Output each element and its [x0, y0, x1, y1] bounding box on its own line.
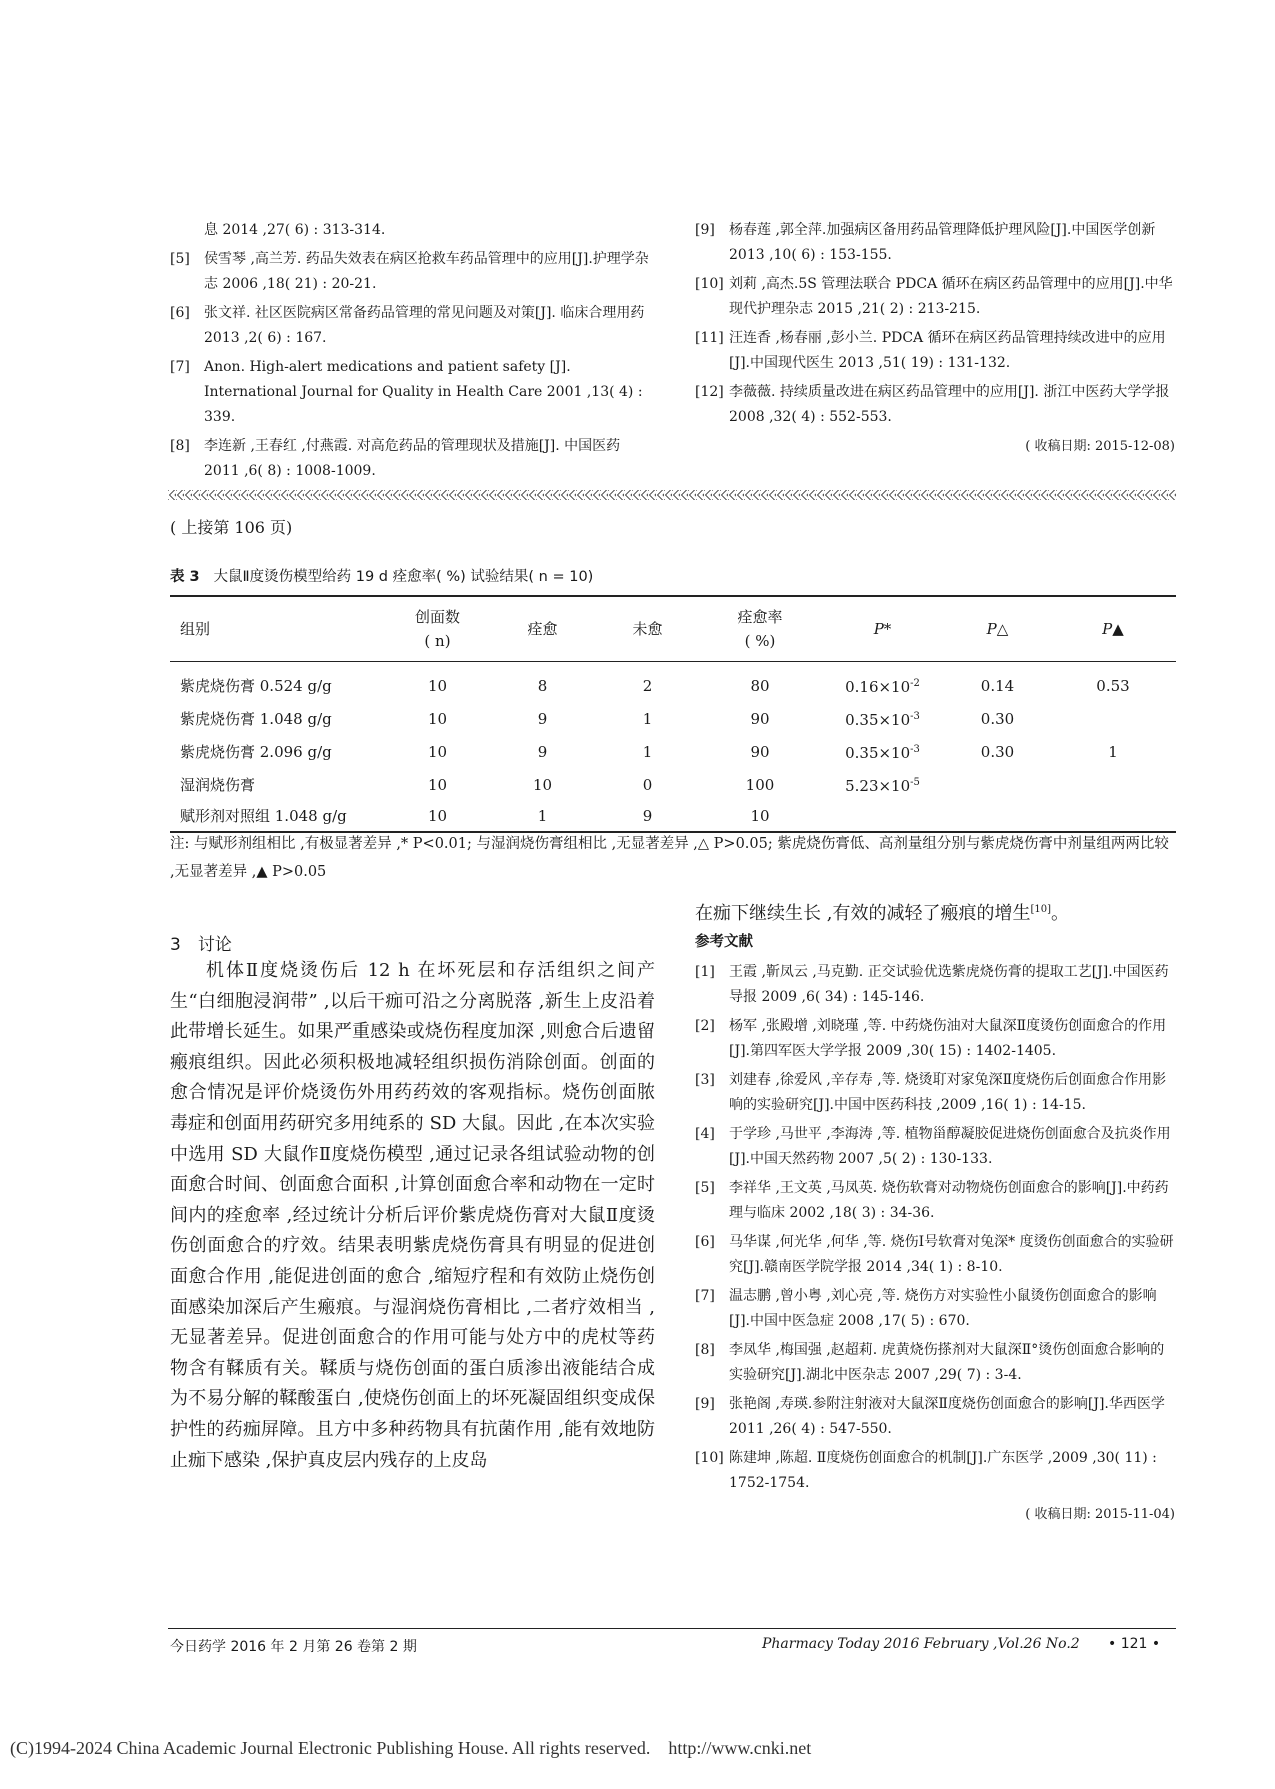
cell-group: 紫虎烧伤膏 2.096 g/g — [180, 742, 332, 761]
table-row — [170, 801, 1176, 832]
cell-wounds: 10 — [427, 742, 448, 761]
reference-number: [10] — [695, 1450, 724, 1466]
cell-group: 紫虎烧伤膏 0.524 g/g — [180, 676, 332, 695]
reference-item — [695, 1230, 1175, 1280]
table-row — [170, 662, 1176, 703]
cell-unhealed: 1 — [642, 709, 653, 728]
reference-text: 杨春莲 ,郭全萍.加强病区备用药品管理降低护理风险[J].中国医学创新 2013 ,10( 6) : 153-155. — [729, 222, 1156, 263]
cell-healed: 8 — [537, 676, 548, 695]
cell-p1: $0.35\times 10^{-3}$ — [845, 744, 920, 762]
reference-item — [695, 1068, 1175, 1118]
cell-p1: $0.16\times 10^{-2}$ — [845, 678, 920, 696]
header-p3: P▲ — [1050, 596, 1176, 662]
header-group: 组别 — [170, 596, 385, 662]
cell-healed: 10 — [532, 775, 553, 794]
cell-unhealed: 9 — [595, 801, 700, 832]
reference-item — [695, 326, 1175, 376]
reference-number: [2] — [695, 1018, 715, 1034]
reference-item — [695, 960, 1175, 1010]
copyright-line: (C)1994-2024 China Academic Journal Electronic Publishing House. All rights reserved. http://www.cnki.net — [10, 1738, 812, 1758]
reference-number: [5] — [170, 251, 190, 267]
cell-p2 — [945, 768, 1050, 801]
cell-p2 — [945, 801, 1050, 832]
bottom-received-date: ( 收稿日期: 2015-11-04) — [1025, 1507, 1175, 1522]
reference-item — [695, 380, 1175, 430]
cell-p3 — [1050, 702, 1176, 735]
reference-number: [6] — [170, 305, 190, 321]
reference-text: 李祥华 ,王文英 ,马凤英. 烧伤软膏对动物烧伤创面愈合的影响[J].中药药理与临床 2002 ,18( 3) : 34-36. — [729, 1180, 1169, 1221]
cell-unhealed: 1 — [642, 742, 653, 761]
reference-number: [9] — [695, 222, 715, 238]
reference-text: 侯雪琴 ,高兰芳. 药品失效表在病区抢救车药品管理中的应用[J].护理学杂志 2006 ,18( 21) : 20-21. — [204, 251, 649, 292]
reference-text: 李凤华 ,梅国强 ,赵超莉. 虎黄烧伤搽剂对大鼠深Ⅱ°烫伤创面愈合影响的实验研究[J].湖北中医杂志 2007 ,29( 7) : 3-4. — [729, 1342, 1165, 1383]
continued-from-note: ( 上接第 106 页) — [170, 518, 293, 537]
reference-item — [695, 218, 1175, 268]
reference-number: [4] — [695, 1126, 715, 1142]
cell-p3: 0.53 — [1096, 676, 1130, 695]
reference-item — [695, 1284, 1175, 1334]
reference-text: Anon. High-alert medications and patient safety [J]. International Journal for Quality in Health Care 2001 ,13( 4) : 339. — [204, 359, 643, 425]
reference-text: 陈建坤 ,陈超. Ⅱ度烧伤创面愈合的机制[J].广东医学 ,2009 ,30( 11) : 1752-1754. — [729, 1450, 1157, 1491]
reference-number: [11] — [695, 330, 724, 346]
reference-item — [170, 434, 655, 484]
reference-text: 刘莉 ,高杰.5S 管理法联合 PDCA 循环在病区药品管理中的应用[J].中华现代护理杂志 2015 ,21( 2) : 213-215. — [729, 276, 1173, 317]
cell-p3 — [1050, 801, 1176, 832]
cell-healed: 1 — [490, 801, 595, 832]
cell-p1: $0.35\times 10^{-3}$ — [845, 711, 920, 729]
reference-text: 张文祥. 社区医院病区常备药品管理的常见问题及对策[J]. 临床合理用药 2013 ,2( 6) : 167. — [204, 305, 645, 346]
reference-text: 李薇薇. 持续质量改进在病区药品管理中的应用[J]. 浙江中医药大学学报 2008 ,32( 4) : 552-553. — [729, 384, 1170, 425]
reference-text: 温志鹏 ,曾小粤 ,刘心亮 ,等. 烧伤方对实验性小鼠烫伤创面愈合的影响[J].中国中医急症 2008 ,17( 5) : 670. — [729, 1288, 1157, 1329]
cell-wounds: 10 — [427, 709, 448, 728]
reference-text: 李连新 ,王春红 ,付燕霞. 对高危药品的管理现状及措施[J]. 中国医药 2011 ,6( 8) : 1008-1009. — [204, 438, 621, 479]
top-received-date: ( 收稿日期: 2015-12-08) — [1025, 439, 1175, 454]
reference-item — [695, 1176, 1175, 1226]
reference-item — [170, 218, 655, 243]
cell-p2: 0.14 — [980, 676, 1015, 695]
reference-item — [170, 355, 655, 430]
cell-p3: 1 — [1108, 742, 1118, 761]
reference-number: [9] — [695, 1396, 715, 1412]
wavy-separator — [168, 490, 1176, 500]
cell-group: 赋形剂对照组 1.048 g/g — [170, 801, 385, 832]
reference-number: [5] — [695, 1180, 715, 1196]
table-header-row — [170, 596, 1176, 662]
cell-wounds: 10 — [427, 775, 448, 794]
reference-number: [12] — [695, 384, 724, 400]
cell-p2: 0.30 — [980, 742, 1015, 761]
header-p1: P* — [820, 596, 945, 662]
reference-text: 汪连香 ,杨春丽 ,彭小兰. PDCA 循环在病区药品管理持续改进中的应用[J].中国现代医生 2013 ,51( 19) : 131-132. — [729, 330, 1166, 371]
cell-p1 — [820, 801, 945, 832]
top-refs-left — [170, 218, 655, 488]
table-row — [170, 702, 1176, 735]
reference-text: 张艳阁 ,寿瑛.参附注射液对大鼠深Ⅱ度烧伤创面愈合的影响[J].华西医学 2011 ,26( 4) : 547-550. — [729, 1396, 1165, 1437]
section-body — [170, 956, 655, 1476]
reference-number: [3] — [695, 1072, 715, 1088]
bottom-refs — [695, 960, 1175, 1527]
reference-text: 王霞 ,靳凤云 ,马克勤. 正交试验优选紫虎烧伤膏的提取工艺[J].中国医药导报 2009 ,6( 34) : 145-146. — [729, 964, 1169, 1005]
cell-rate: 90 — [750, 742, 770, 761]
reference-text: 杨军 ,张殿增 ,刘晓瑾 ,等. 中药烧伤油对大鼠深Ⅱ度烫伤创面愈合的作用[J].第四军医大学学报 2009 ,30( 15) : 1402-1405. — [729, 1018, 1167, 1059]
top-refs-right — [695, 218, 1175, 459]
table-row — [170, 735, 1176, 768]
table-row — [170, 768, 1176, 801]
header-healed: 痊愈 — [490, 596, 595, 662]
table-caption: 大鼠Ⅱ度烫伤模型给药 19 d 痊愈率( %) 试验结果( n = 10) — [213, 569, 594, 585]
reference-number: [1] — [695, 964, 715, 980]
footer-journal-en: Pharmacy Today 2016 February ,Vol.26 No.2 — [762, 1636, 1080, 1652]
reference-number: [10] — [695, 276, 724, 292]
cell-healed: 9 — [537, 742, 548, 761]
footer-rule — [168, 1628, 1176, 1629]
reference-item — [170, 247, 655, 297]
results-table-wrap — [170, 595, 1176, 833]
reference-item — [695, 1014, 1175, 1064]
cell-wounds: 10 — [427, 676, 448, 695]
references-heading: 参考文献 — [695, 934, 753, 950]
reference-item — [695, 272, 1175, 322]
cell-unhealed: 2 — [642, 676, 653, 695]
cell-healed: 9 — [537, 709, 548, 728]
reference-item — [170, 301, 655, 351]
reference-item — [695, 1392, 1175, 1442]
header-unhealed: 未愈 — [595, 596, 700, 662]
reference-number: [8] — [695, 1342, 715, 1358]
cell-group: 紫虎烧伤膏 1.048 g/g — [180, 709, 332, 728]
cell-rate: 10 — [700, 801, 820, 832]
table-note: 注: 与赋形剂组相比 ,有极显著差异 ,* P<0.01; 与湿润烧伤膏组相比 ,无显著差异 ,△ P>0.05; 紫虎烧伤膏低、高剂量组分别与紫虎烧伤膏中剂量组两两比较 ,无显著差异 ,▲ P>0.05 — [170, 836, 1169, 880]
reference-text: 刘建春 ,徐爱风 ,辛存寿 ,等. 烧烫耵对家兔深Ⅱ度烧伤后创面愈合作用影响的实验研究[J].中国中医药科技 ,2009 ,16( 1) : 14-15. — [729, 1072, 1167, 1113]
footer-journal-cn: 今日药学 2016 年 2 月第 26 卷第 2 期 — [170, 1639, 417, 1655]
page-number: • 121 • — [1108, 1636, 1161, 1652]
citation-10: [10] — [1030, 904, 1051, 915]
header-p2: P△ — [945, 596, 1050, 662]
cell-p3 — [1050, 768, 1176, 801]
section-continuation: 在痂下继续生长 ,有效的减轻了瘢痕的增生[10]。 — [695, 903, 1069, 924]
cell-rate: 80 — [750, 676, 770, 695]
reference-number: [8] — [170, 438, 190, 454]
section-title: 3 讨论 — [170, 935, 232, 955]
reference-item — [695, 1338, 1175, 1388]
table-label: 表 3 — [170, 569, 200, 585]
cell-unhealed: 0 — [642, 775, 653, 794]
results-table — [170, 595, 1176, 833]
discussion-paragraph: 机体Ⅱ度烧烫伤后 12 h 在坏死层和存活组织之间产生“白细胞浸润带” ,以后干痂可沿之分离脱落 ,新生上皮沿着此带增长延生。如果严重感染或烧伤程度加深 ,则愈合后遗留瘢痕组织。因此必须积极地减轻组织损伤消除创面。创面的愈合情况是评价烧烫伤外用药药效的客观指标。烧伤创面脓毒症和创面用药研究多用纯系的 SD 大鼠。因此 ,在本次实验中选用 SD 大鼠作Ⅱ度烧伤模型 ,通过记录各组试验动物的创面愈合时间、创面愈合面积 ,计算创面愈合率和动物在一定时间内的痊愈率 ,经过统计分析后评价紫虎烧伤膏对大鼠Ⅱ度烫伤创面愈合的疗效。结果表明紫虎烧伤膏具有明显的促进创面愈合作用 ,能促进创面的愈合 ,缩短疗程和有效防止烧伤创面感染加深后产生瘢痕。与湿润烧伤膏相比 ,二者疗效相当 ,无显著差异。促进创面愈合的作用可能与处方中的虎杖等药物含有鞣质有关。鞣质与烧伤创面的蛋白质渗出液能结合成为不易分解的鞣酸蛋白 ,使烧伤创面上的坏死凝固组织变成保护性的药痂屏障。且方中多种药物具有抗菌作用 ,能有效地防止痂下感染 ,保护真皮层内残存的上皮岛 — [170, 960, 655, 1471]
header-rate: 痊愈率 ( %) — [700, 596, 820, 662]
cell-p1: $5.23\times 10^{-5}$ — [845, 777, 920, 795]
reference-number: [7] — [170, 359, 190, 375]
reference-number: [7] — [695, 1288, 715, 1304]
cell-rate: 100 — [745, 775, 775, 794]
cell-p2: 0.30 — [980, 709, 1015, 728]
reference-text: 于学珍 ,马世平 ,李海涛 ,等. 植物甾醇凝胶促进烧伤创面愈合及抗炎作用[J].中国天然药物 2007 ,5( 2) : 130-133. — [729, 1126, 1171, 1167]
reference-item — [695, 1446, 1175, 1496]
table-title — [170, 565, 593, 586]
reference-text: 息 2014 ,27( 6) : 313-314. — [204, 222, 386, 238]
cell-group: 湿润烧伤膏 — [180, 775, 256, 794]
reference-number: [6] — [695, 1234, 715, 1250]
reference-item — [695, 1122, 1175, 1172]
reference-text: 马华谋 ,何光华 ,何华 ,等. 烧伤Ⅰ号软膏对兔深* 度烫伤创面愈合的实验研究[J].赣南医学院学报 2014 ,34( 1) : 8-10. — [729, 1234, 1174, 1275]
cell-rate: 90 — [750, 709, 770, 728]
header-wounds: 创面数 ( n) — [385, 596, 490, 662]
cell-wounds: 10 — [385, 801, 490, 832]
